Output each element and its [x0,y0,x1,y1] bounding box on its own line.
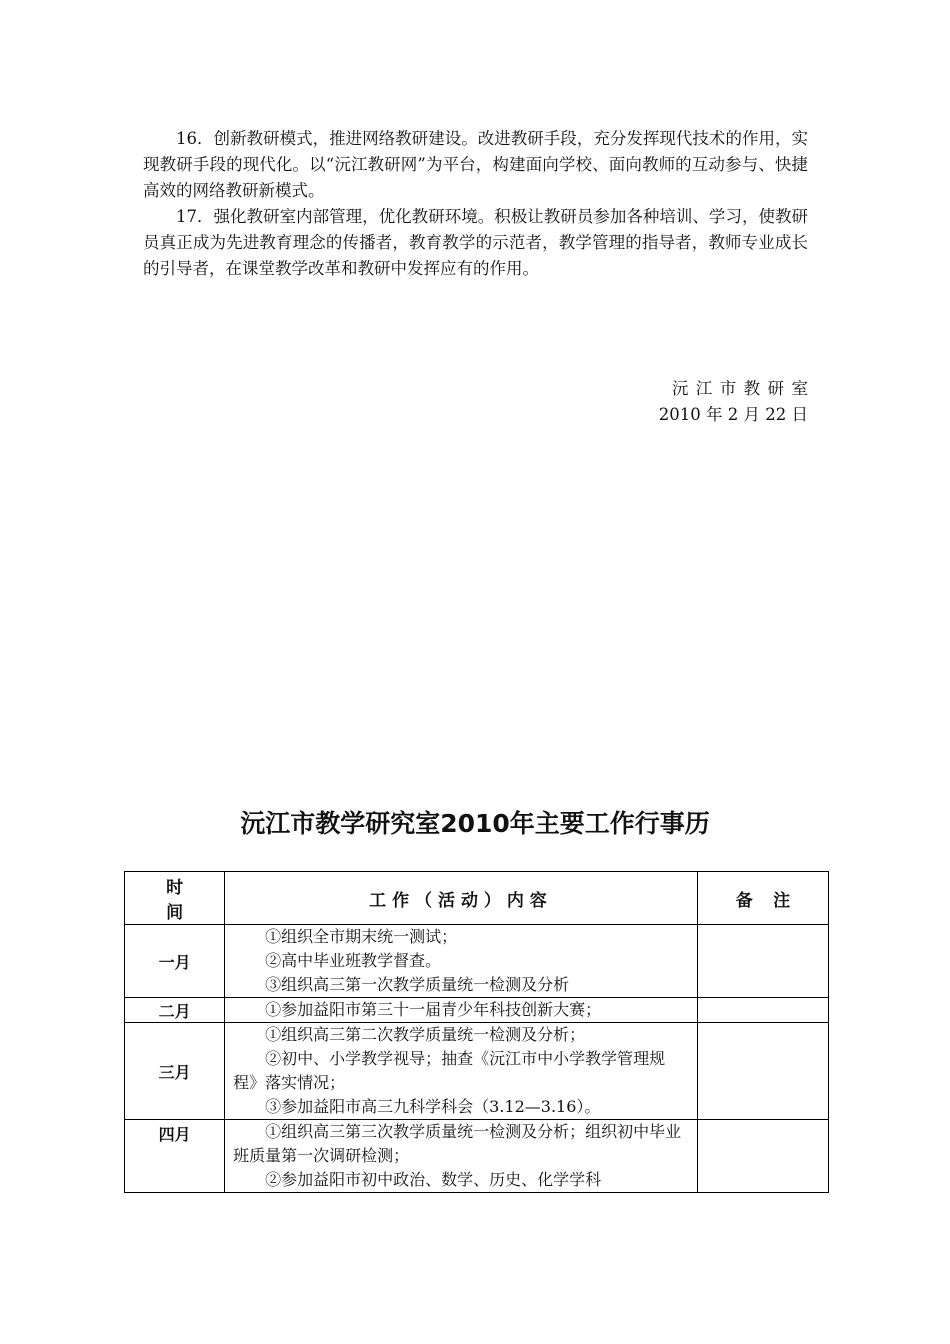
month-cell: 四月 [125,1120,225,1193]
note-cell [697,1120,828,1193]
table-row [125,998,829,1023]
table-header-row [125,872,829,925]
body-text [143,126,808,282]
header-note: 备注 [697,872,828,925]
calendar-title: 沅江市教学研究室2010年主要工作行事历 [240,809,710,838]
list-item: ②高中毕业班教学督查。 [265,951,442,970]
signature-block [658,376,816,428]
paragraph-16: 16．创新教研模式，推进网络教研建设。改进教研手段，充分发挥现代技术的作用，实现教研手段的现代化。以“沅江教研网”为平台，构建面向学校、面向教师的互动参与、快捷高效的网络教研新模式。 [143,129,808,200]
note-cell [697,1023,828,1120]
list-item: ①参加益阳市第三十一届青少年科技创新大赛； [265,1000,602,1019]
table-row [125,1023,829,1120]
month-cell: 三月 [125,1023,225,1120]
month-cell: 二月 [125,998,225,1023]
list-item: ③组织高三第一次教学质量统一检测及分析 [265,975,570,994]
signature-date: 2010 年 2 月 22 日 [658,405,808,424]
list-item: ②参加益阳市初中政治、数学、历史、化学学科 [265,1170,602,1189]
list-item: ①组织高三第三次教学质量统一检测及分析；组织初中毕业班质量第一次调研检测； [233,1122,682,1165]
list-item: ③参加益阳市高三九科学科会（3.12—3.16）。 [265,1097,601,1116]
content-cell [225,925,698,998]
content-cell [225,1023,698,1120]
paragraph-17: 17．强化教研室内部管理，优化教研环境。积极让教研员参加各种培训、学习，使教研员真正成为先进教育理念的传播者，教育教学的示范者，教学管理的指导者，教师专业成长的引导者，在课堂教学改革和教研中发挥应有的作用。 [143,207,808,278]
list-item: ①组织高三第二次教学质量统一检测及分析； [265,1025,586,1044]
table-row [125,1120,829,1193]
list-item: ①组织全市期末统一测试； [265,927,458,946]
content-cell [225,1120,698,1193]
month-cell: 一月 [125,925,225,998]
table-row [125,925,829,998]
content-cell [225,998,698,1023]
header-content: 工作（活动）内容 [225,872,698,925]
list-item: ②初中、小学教学视导；抽查《沅江市中小学教学管理规程》落实情况； [233,1049,666,1092]
signature-organization: 沅江市教研室 [671,379,816,398]
header-time: 时间 [125,872,225,925]
schedule-table [124,871,829,1193]
note-cell [697,998,828,1023]
note-cell [697,925,828,998]
